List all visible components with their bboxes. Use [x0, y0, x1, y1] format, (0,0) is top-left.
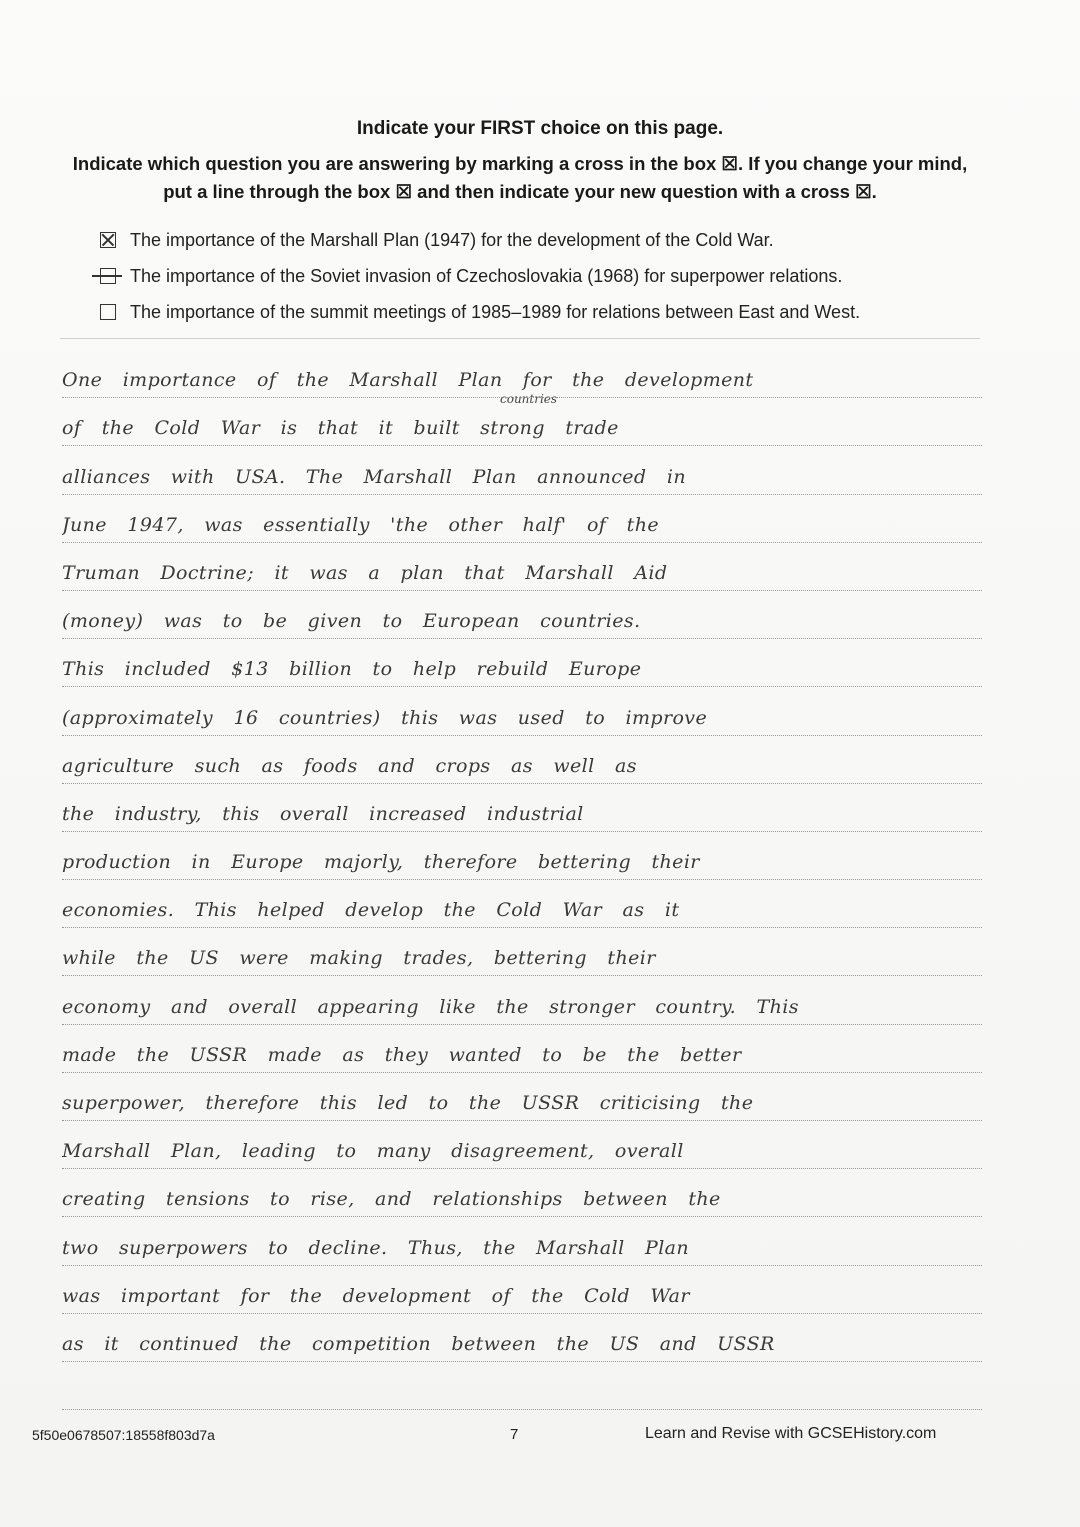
answer-line: One importance of the Marshall Plan for the development — [62, 350, 982, 398]
page-number: 7 — [510, 1426, 519, 1443]
answer-line: economy and overall appearing like the stronger country. This — [62, 976, 982, 1024]
instruction-title: Indicate your FIRST choice on this page. — [356, 118, 724, 139]
answer-line: Truman Doctrine; it was a plan that Marshall Aid — [62, 543, 982, 591]
option-text: The importance of the summit meetings of 1985–1989 for relations between East and West. — [130, 301, 861, 322]
option-marshall-plan[interactable] — [100, 222, 980, 258]
answer-line: creating tensions to rise, and relationships between the — [62, 1169, 982, 1217]
footer-code: 5f50e0678507:18558f803d7a — [32, 1427, 215, 1443]
answer-line — [62, 1362, 982, 1410]
answer-line: as it continued the competition between the US and USSR — [62, 1314, 982, 1362]
answer-line: alliances with USA. The Marshall Plan announced in — [62, 446, 982, 494]
footer-brand: Learn and Revise with GCSEHistory.com — [645, 1425, 937, 1442]
answer-line: two superpowers to decline. Thus, the Marshall Plan — [62, 1217, 982, 1265]
answer-line: was important for the development of the Cold War — [62, 1266, 982, 1314]
answer-line: Marshall Plan, leading to many disagreement, overall — [62, 1121, 982, 1169]
answer-line: (approximately 16 countries) this was used to improve — [62, 687, 982, 735]
answer-line: the industry, this overall increased industrial — [62, 784, 982, 832]
answer-line: while the US were making trades, bettering their — [62, 928, 982, 976]
option-text: The importance of the Soviet invasion of Czechoslovakia (1968) for superpower relations. — [130, 265, 843, 286]
answer-line: June 1947, was essentially 'the other half' of the — [62, 495, 982, 543]
answer-line: agriculture such as foods and crops as well as — [62, 736, 982, 784]
question-options — [100, 222, 980, 330]
divider — [60, 338, 980, 339]
empty-checkbox-icon[interactable] — [100, 304, 116, 320]
answer-line: economies. This helped develop the Cold War as it — [62, 880, 982, 928]
answer-line: (money) was to be given to European countries. — [62, 591, 982, 639]
handwritten-insertion: countries — [500, 392, 558, 406]
instruction-body: Indicate which question you are answering by marking a cross in the box ☒. If you change your mind, put a line through the box ☒ and then indicate your new question with a cross ☒. — [72, 153, 968, 202]
answer-line: made the USSR made as they wanted to be the better — [62, 1025, 982, 1073]
answer-line: of the Cold War is that it built strong trade — [62, 398, 982, 446]
answer-line: production in Europe majorly, therefore bettering their — [62, 832, 982, 880]
answer-line: superpower, therefore this led to the USSR criticising the — [62, 1073, 982, 1121]
option-czechoslovakia[interactable] — [100, 258, 980, 294]
crossed-checkbox-icon[interactable] — [100, 232, 116, 248]
option-summit-meetings[interactable] — [100, 294, 980, 330]
option-text: The importance of the Marshall Plan (1947) for the development of the Cold War. — [130, 229, 774, 250]
answer-line: This included $13 billion to help rebuild Europe — [62, 639, 982, 687]
handwritten-answer — [62, 350, 982, 1410]
struck-checkbox-icon[interactable] — [100, 268, 116, 284]
